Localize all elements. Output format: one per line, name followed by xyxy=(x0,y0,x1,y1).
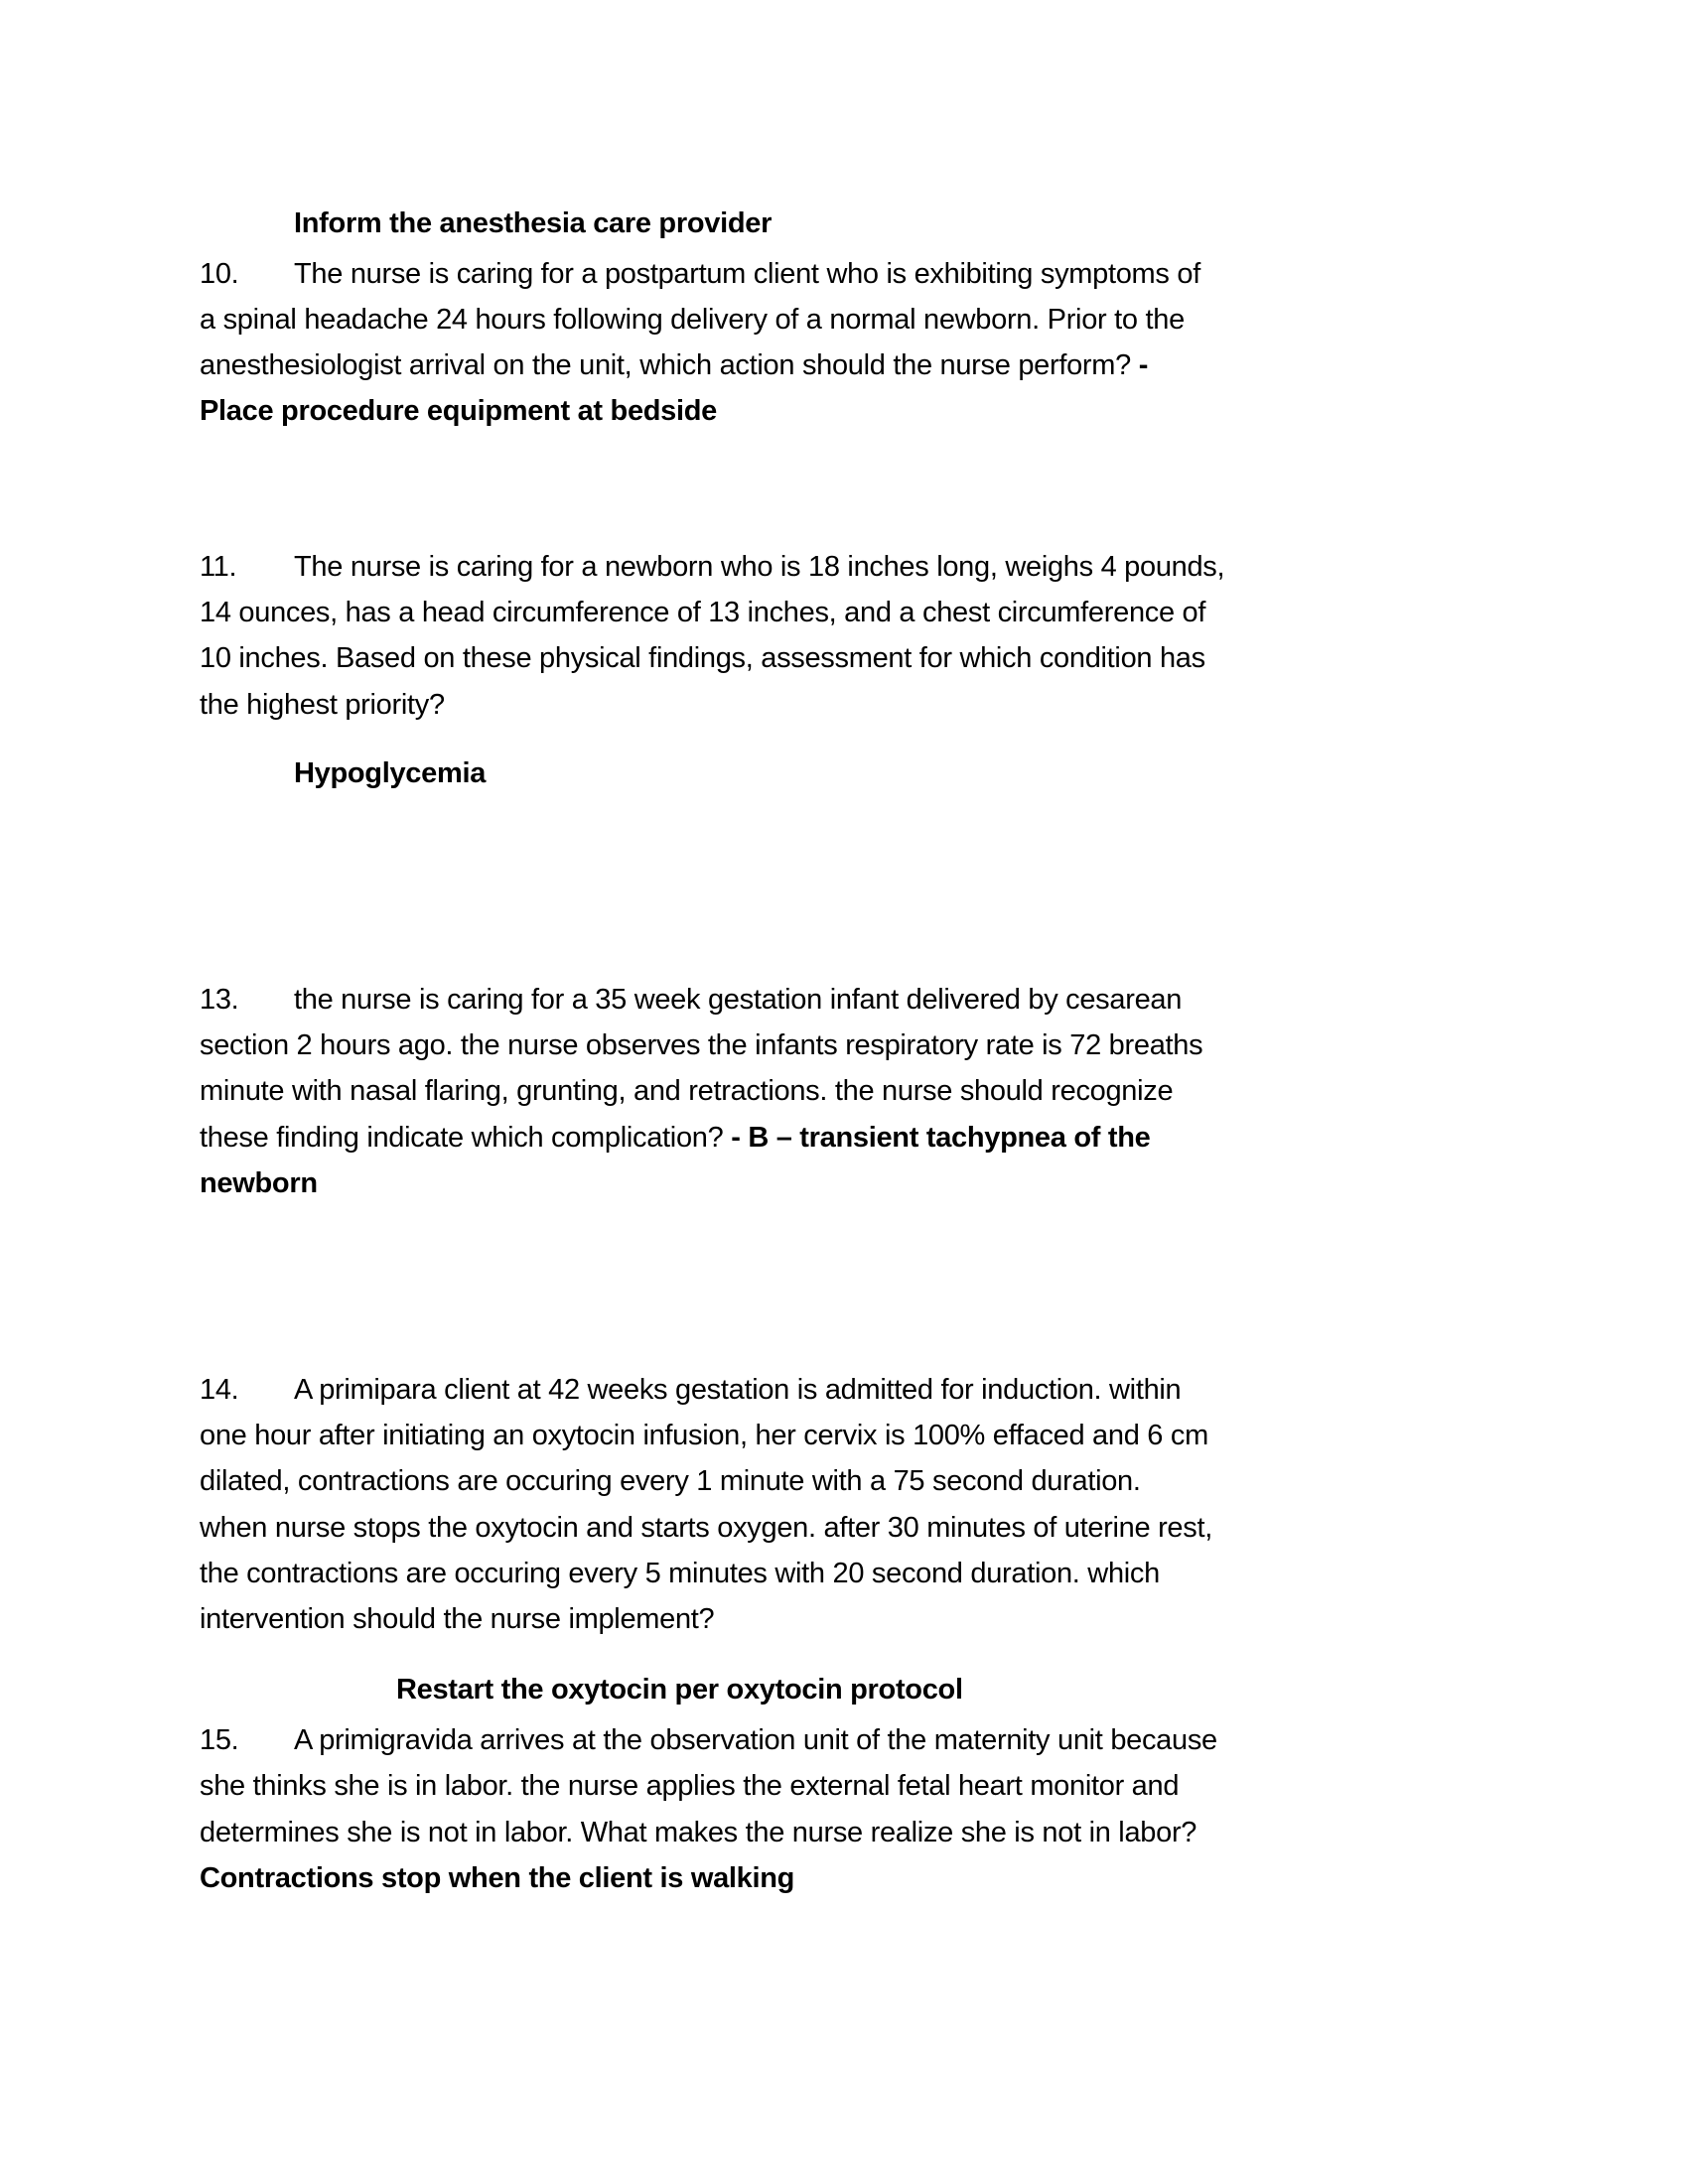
answer-text: Contractions stop when the client is walking xyxy=(200,1862,795,1894)
text-line xyxy=(200,687,445,723)
answer-text: Hypoglycemia xyxy=(294,757,487,789)
question-text: 10 inches. Based on these physical findings, assessment for which condition has xyxy=(200,642,1205,674)
question-text: The nurse is caring for a newborn who is 18 inches long, weighs 4 pounds, xyxy=(294,551,1225,583)
text-line xyxy=(200,1120,1150,1156)
text-line xyxy=(200,1073,1173,1109)
text-line xyxy=(200,1418,1208,1453)
text-line xyxy=(200,393,717,429)
text-line xyxy=(200,1601,714,1637)
text-line xyxy=(200,1556,1160,1591)
question-text: determines she is not in labor. What makes the nurse realize she is not in labor? xyxy=(200,1817,1197,1848)
text-line xyxy=(294,982,1182,1018)
question-text: the nurse is caring for a 35 week gestation infant delivered by cesarean xyxy=(294,984,1183,1016)
text-line xyxy=(200,640,1205,676)
text-line xyxy=(294,256,1200,292)
text-line xyxy=(200,302,1185,338)
text-line xyxy=(200,595,1205,630)
question-text: A primigravida arrives at the observation unit of the maternity unit because xyxy=(294,1724,1217,1756)
question-text: these finding indicate which complication? xyxy=(200,1122,732,1154)
answer-text: Restart the oxytocin per oxytocin protocol xyxy=(396,1674,963,1706)
text-line xyxy=(294,205,772,241)
text-line xyxy=(294,755,486,791)
answer-text: Place procedure equipment at bedside xyxy=(200,395,718,427)
text-line xyxy=(200,1027,1202,1063)
question-number: 14. xyxy=(200,1374,239,1406)
text-line xyxy=(200,1860,794,1896)
text-line xyxy=(200,1463,1141,1499)
answer-text: - xyxy=(1138,349,1149,381)
text-line xyxy=(200,1510,1212,1546)
question-text: the highest priority? xyxy=(200,689,445,721)
question-number: 15. xyxy=(200,1724,239,1756)
question-text: The nurse is caring for a postpartum client who is exhibiting symptoms of xyxy=(294,258,1200,290)
text-line xyxy=(200,347,1148,383)
question-text: a spinal headache 24 hours following delivery of a normal newborn. Prior to the xyxy=(200,304,1185,336)
text-line xyxy=(294,1372,1181,1408)
question-text: 14 ounces, has a head circumference of 13 inches, and a chest circumference of xyxy=(200,597,1206,628)
question-number: 11. xyxy=(200,551,237,583)
question-text: A primipara client at 42 weeks gestation is admitted for induction. within xyxy=(294,1374,1182,1406)
question-text: anesthesiologist arrival on the unit, which action should the nurse perform? xyxy=(200,349,1139,381)
question-text: dilated, contractions are occuring every 1 minute with a 75 second duration. xyxy=(200,1465,1141,1497)
answer-text: newborn xyxy=(200,1167,318,1199)
answer-text: Inform the anesthesia care provider xyxy=(294,207,773,239)
text-line xyxy=(200,1768,1179,1804)
question-text: when nurse stops the oxytocin and starts oxygen. after 30 minutes of uterine rest, xyxy=(200,1512,1212,1544)
answer-text: - B – transient tachypnea of the xyxy=(731,1122,1151,1154)
question-text: section 2 hours ago. the nurse observes the infants respiratory rate is 72 breaths xyxy=(200,1029,1203,1061)
text-line xyxy=(294,1722,1217,1758)
question-number: 10. xyxy=(200,258,239,290)
text-line xyxy=(200,1165,318,1201)
question-text: intervention should the nurse implement? xyxy=(200,1603,715,1635)
question-text: one hour after initiating an oxytocin infusion, her cervix is 100% effaced and 6 cm xyxy=(200,1420,1208,1451)
text-line xyxy=(396,1672,963,1707)
text-line xyxy=(294,549,1224,585)
text-line xyxy=(200,1815,1196,1850)
question-text: the contractions are occuring every 5 minutes with 20 second duration. which xyxy=(200,1558,1160,1589)
question-text: minute with nasal flaring, grunting, and retractions. the nurse should recognize xyxy=(200,1075,1174,1107)
question-number: 13. xyxy=(200,984,239,1016)
question-text: she thinks she is in labor. the nurse applies the external fetal heart monitor and xyxy=(200,1770,1180,1802)
